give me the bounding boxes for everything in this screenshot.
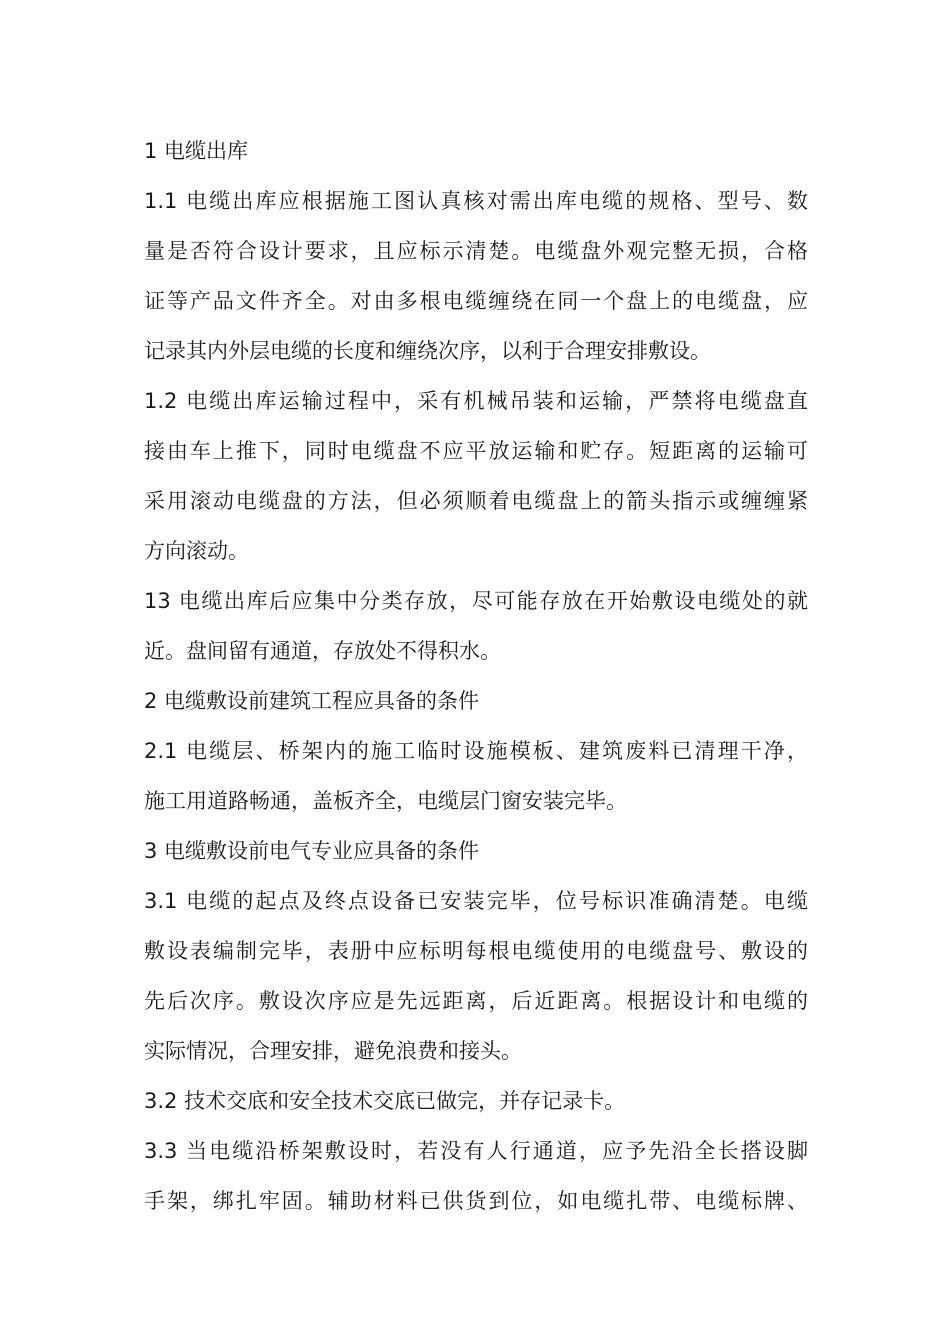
text-line: 实际情况，合理安排，避免浪费和接头。 [144, 1039, 522, 1063]
document-body [144, 126, 808, 1226]
text-line: 量是否符合设计要求，且应标示清楚。电缆盘外观完整无损，合格 [144, 239, 808, 263]
text-line: 2.1 电缆层、桥架内的施工临时设施模板、建筑废料已清理干净， [144, 739, 808, 763]
text-line: 证等产品文件齐全。对由多根电缆缠绕在同一个盘上的电缆盘，应 [144, 289, 808, 313]
text-line: 1.2 电缆出库运输过程中，采有机械吊装和运输，严禁将电缆盘直 [144, 389, 808, 413]
text-line: 3.1 电缆的起点及终点设备已安装完毕，位号标识准确清楚。电缆 [144, 889, 808, 913]
text-line: 3 电缆敷设前电气专业应具备的条件 [144, 839, 480, 863]
text-line: 13 电缆出库后应集中分类存放，尽可能存放在开始敷设电缆处的就 [144, 589, 808, 613]
text-line: 手架，绑扎牢固。辅助材料已供货到位，如电缆扎带、电缆标牌、 [144, 1189, 808, 1213]
text-line: 1 电缆出库 [144, 139, 249, 163]
text-line: 2 电缆敷设前建筑工程应具备的条件 [144, 689, 480, 713]
text-line: 敷设表编制完毕，表册中应标明每根电缆使用的电缆盘号、敷设的 [144, 939, 808, 963]
text-line: 近。盘间留有通道，存放处不得积水。 [144, 639, 501, 663]
text-line: 先后次序。敷设次序应是先远距离，后近距离。根据设计和电缆的 [144, 989, 808, 1013]
text-line: 记录其内外层电缆的长度和缠绕次序，以利于合理安排敷设。 [144, 339, 711, 363]
text-line: 接由车上推下，同时电缆盘不应平放运输和贮存。短距离的运输可 [144, 439, 808, 463]
text-line: 1.1 电缆出库应根据施工图认真核对需出库电缆的规格、型号、数 [144, 189, 808, 213]
text-line: 方向滚动。 [144, 539, 249, 563]
text-line: 3.3 当电缆沿桥架敷设时，若没有人行通道，应予先沿全长搭设脚 [144, 1139, 808, 1163]
text-line: 采用滚动电缆盘的方法，但必须顺着电缆盘上的箭头指示或缠缠紧 [144, 489, 808, 513]
text-line: 3.2 技术交底和安全技术交底已做完，并存记录卡。 [144, 1089, 626, 1113]
text-line: 施工用道路畅通，盖板齐全，电缆层门窗安装完毕。 [144, 789, 627, 813]
